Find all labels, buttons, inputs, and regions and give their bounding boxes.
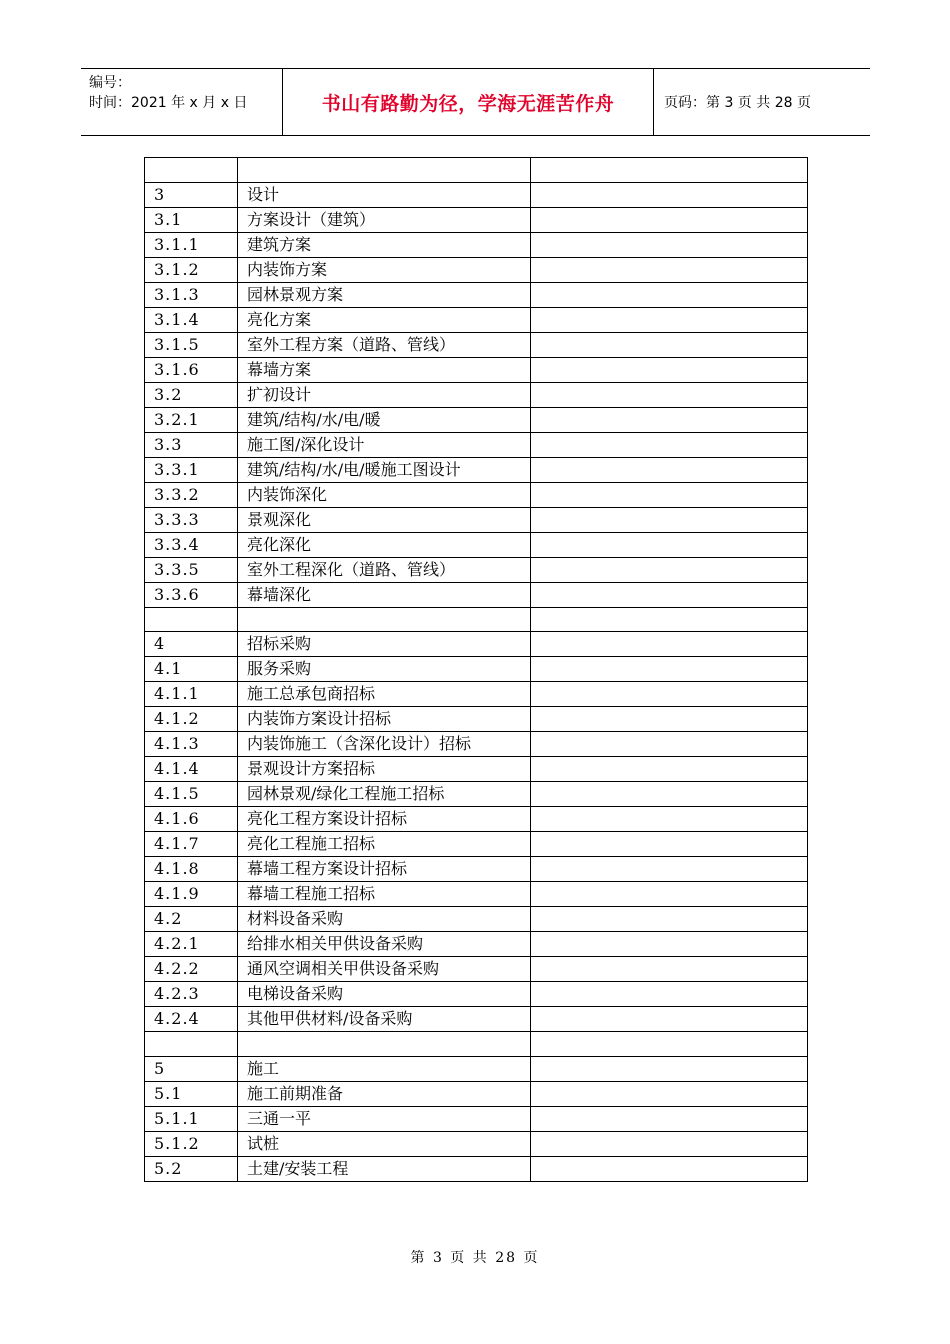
table-row xyxy=(145,607,808,632)
table-row xyxy=(145,782,808,807)
item-name-cell: 材料设备采购 xyxy=(238,907,531,932)
item-name-cell: 幕墙工程方案设计招标 xyxy=(238,857,531,882)
item-remark-cell xyxy=(531,1032,808,1057)
item-code-cell: 3.3.5 xyxy=(145,557,238,582)
item-code-cell: 3.1.2 xyxy=(145,257,238,282)
item-code-cell: 4.2.4 xyxy=(145,1007,238,1032)
table-row xyxy=(145,1156,808,1181)
page-footer: 第 3 页 共 28 页 xyxy=(410,1250,540,1266)
item-remark-cell xyxy=(531,207,808,232)
table-row xyxy=(145,757,808,782)
item-name-cell: 园林景观方案 xyxy=(238,282,531,307)
item-remark-cell xyxy=(531,682,808,707)
document-time-label: 时间：2021 年 x 月 x 日 xyxy=(89,95,248,111)
item-name-cell: 室外工程方案（道路、管线） xyxy=(238,332,531,357)
table-row xyxy=(145,332,808,357)
item-name-cell xyxy=(238,158,531,183)
table-row xyxy=(145,957,808,982)
item-name-cell: 景观设计方案招标 xyxy=(238,757,531,782)
item-code-cell: 4.2.2 xyxy=(145,957,238,982)
item-code-cell: 4.1.8 xyxy=(145,857,238,882)
item-remark-cell xyxy=(531,707,808,732)
item-remark-cell xyxy=(531,882,808,907)
table-row xyxy=(145,1007,808,1032)
table-row xyxy=(145,657,808,682)
table-row xyxy=(145,207,808,232)
table-row xyxy=(145,457,808,482)
item-code-cell: 4.2.1 xyxy=(145,932,238,957)
item-remark-cell xyxy=(531,158,808,183)
table-row xyxy=(145,882,808,907)
item-remark-cell xyxy=(531,507,808,532)
item-remark-cell xyxy=(531,332,808,357)
schedule-table xyxy=(144,157,808,1182)
item-remark-cell xyxy=(531,907,808,932)
table-row xyxy=(145,707,808,732)
item-code-cell: 4.1.3 xyxy=(145,732,238,757)
item-code-cell: 4.1.7 xyxy=(145,832,238,857)
header-meta xyxy=(81,69,283,135)
item-remark-cell xyxy=(531,957,808,982)
item-code-cell: 5.2 xyxy=(145,1156,238,1181)
item-name-cell: 施工总承包商招标 xyxy=(238,682,531,707)
item-code-cell: 3.3.1 xyxy=(145,457,238,482)
item-remark-cell xyxy=(531,1056,808,1081)
header-page-info: 页码：第 3 页 共 28 页 xyxy=(664,95,811,111)
table-row xyxy=(145,1131,808,1156)
table-row xyxy=(145,158,808,183)
item-remark-cell xyxy=(531,632,808,657)
item-remark-cell xyxy=(531,732,808,757)
document-header xyxy=(81,68,870,136)
item-name-cell: 内装饰深化 xyxy=(238,482,531,507)
item-name-cell: 亮化方案 xyxy=(238,307,531,332)
item-name-cell: 亮化深化 xyxy=(238,532,531,557)
item-name-cell: 方案设计（建筑） xyxy=(238,207,531,232)
item-name-cell: 土建/安装工程 xyxy=(238,1156,531,1181)
item-remark-cell xyxy=(531,1081,808,1106)
item-name-cell: 施工图/深化设计 xyxy=(238,432,531,457)
item-code-cell xyxy=(145,158,238,183)
item-code-cell: 4.1.9 xyxy=(145,882,238,907)
item-name-cell: 电梯设备采购 xyxy=(238,982,531,1007)
item-remark-cell xyxy=(531,257,808,282)
item-name-cell: 建筑/结构/水/电/暖 xyxy=(238,407,531,432)
item-code-cell: 4.1.2 xyxy=(145,707,238,732)
item-code-cell: 3.3.2 xyxy=(145,482,238,507)
item-remark-cell xyxy=(531,757,808,782)
item-remark-cell xyxy=(531,357,808,382)
table-row xyxy=(145,532,808,557)
item-remark-cell xyxy=(531,832,808,857)
item-remark-cell xyxy=(531,1131,808,1156)
header-motto-cell xyxy=(283,69,654,135)
item-code-cell: 4.1.4 xyxy=(145,757,238,782)
item-remark-cell xyxy=(531,1007,808,1032)
item-remark-cell xyxy=(531,282,808,307)
item-name-cell: 服务采购 xyxy=(238,657,531,682)
item-code-cell: 3.1.3 xyxy=(145,282,238,307)
table-row xyxy=(145,682,808,707)
item-code-cell: 3.2.1 xyxy=(145,407,238,432)
table-row xyxy=(145,182,808,207)
item-name-cell: 扩初设计 xyxy=(238,382,531,407)
item-name-cell: 施工 xyxy=(238,1056,531,1081)
item-remark-cell xyxy=(531,582,808,607)
item-remark-cell xyxy=(531,857,808,882)
table-row xyxy=(145,1056,808,1081)
item-name-cell xyxy=(238,607,531,632)
item-name-cell: 亮化工程方案设计招标 xyxy=(238,807,531,832)
item-remark-cell xyxy=(531,182,808,207)
item-remark-cell xyxy=(531,607,808,632)
item-name-cell: 室外工程深化（道路、管线） xyxy=(238,557,531,582)
item-code-cell: 4.1 xyxy=(145,657,238,682)
item-remark-cell xyxy=(531,407,808,432)
item-code-cell: 4.1.1 xyxy=(145,682,238,707)
table-row xyxy=(145,307,808,332)
table-row xyxy=(145,632,808,657)
item-code-cell: 3.1.5 xyxy=(145,332,238,357)
item-remark-cell xyxy=(531,557,808,582)
item-code-cell xyxy=(145,1032,238,1057)
table-row xyxy=(145,257,808,282)
item-name-cell: 内装饰方案设计招标 xyxy=(238,707,531,732)
table-row xyxy=(145,407,808,432)
item-name-cell: 给排水相关甲供设备采购 xyxy=(238,932,531,957)
item-name-cell: 通风空调相关甲供设备采购 xyxy=(238,957,531,982)
item-remark-cell xyxy=(531,657,808,682)
item-remark-cell xyxy=(531,382,808,407)
item-name-cell: 施工前期准备 xyxy=(238,1081,531,1106)
table-row xyxy=(145,382,808,407)
table-row xyxy=(145,432,808,457)
table-row xyxy=(145,1106,808,1131)
item-remark-cell xyxy=(531,782,808,807)
table-row xyxy=(145,357,808,382)
item-name-cell: 亮化工程施工招标 xyxy=(238,832,531,857)
item-remark-cell xyxy=(531,532,808,557)
item-code-cell: 3.1.1 xyxy=(145,232,238,257)
item-name-cell: 园林景观/绿化工程施工招标 xyxy=(238,782,531,807)
item-code-cell: 3.2 xyxy=(145,382,238,407)
item-code-cell: 3.1 xyxy=(145,207,238,232)
item-name-cell: 设计 xyxy=(238,182,531,207)
item-code-cell: 3.3.3 xyxy=(145,507,238,532)
table-row xyxy=(145,232,808,257)
table-row xyxy=(145,907,808,932)
item-code-cell: 4.1.6 xyxy=(145,807,238,832)
item-name-cell: 试桩 xyxy=(238,1131,531,1156)
header-motto: 书山有路勤为径，学海无涯苦作舟 xyxy=(321,92,615,115)
item-name-cell: 建筑方案 xyxy=(238,232,531,257)
item-remark-cell xyxy=(531,932,808,957)
table-row xyxy=(145,282,808,307)
schedule-table-body xyxy=(145,158,808,1182)
item-remark-cell xyxy=(531,457,808,482)
item-code-cell: 3 xyxy=(145,182,238,207)
table-row xyxy=(145,507,808,532)
item-code-cell: 3.1.6 xyxy=(145,357,238,382)
item-code-cell: 5.1.2 xyxy=(145,1131,238,1156)
item-code-cell: 4.1.5 xyxy=(145,782,238,807)
item-remark-cell xyxy=(531,1156,808,1181)
item-name-cell: 景观深化 xyxy=(238,507,531,532)
item-code-cell: 5 xyxy=(145,1056,238,1081)
item-code-cell: 3.3.6 xyxy=(145,582,238,607)
item-code-cell: 3.3.4 xyxy=(145,532,238,557)
table-row xyxy=(145,732,808,757)
item-name-cell: 招标采购 xyxy=(238,632,531,657)
table-row xyxy=(145,932,808,957)
item-code-cell: 3.3 xyxy=(145,432,238,457)
table-row xyxy=(145,1081,808,1106)
table-row xyxy=(145,982,808,1007)
table-row xyxy=(145,482,808,507)
item-name-cell: 内装饰方案 xyxy=(238,257,531,282)
document-number-label: 编号： xyxy=(89,75,131,91)
item-code-cell: 4.2 xyxy=(145,907,238,932)
item-code-cell: 4 xyxy=(145,632,238,657)
item-name-cell: 其他甲供材料/设备采购 xyxy=(238,1007,531,1032)
item-name-cell: 幕墙方案 xyxy=(238,357,531,382)
item-code-cell: 5.1 xyxy=(145,1081,238,1106)
item-remark-cell xyxy=(531,982,808,1007)
table-row xyxy=(145,832,808,857)
item-name-cell: 内装饰施工（含深化设计）招标 xyxy=(238,732,531,757)
table-row xyxy=(145,807,808,832)
item-name-cell: 幕墙深化 xyxy=(238,582,531,607)
table-row xyxy=(145,857,808,882)
item-name-cell: 建筑/结构/水/电/暖施工图设计 xyxy=(238,457,531,482)
item-remark-cell xyxy=(531,807,808,832)
item-remark-cell xyxy=(531,1106,808,1131)
item-remark-cell xyxy=(531,307,808,332)
item-remark-cell xyxy=(531,482,808,507)
item-name-cell: 三通一平 xyxy=(238,1106,531,1131)
item-name-cell xyxy=(238,1032,531,1057)
item-remark-cell xyxy=(531,232,808,257)
item-code-cell: 3.1.4 xyxy=(145,307,238,332)
item-remark-cell xyxy=(531,432,808,457)
item-name-cell: 幕墙工程施工招标 xyxy=(238,882,531,907)
item-code-cell: 5.1.1 xyxy=(145,1106,238,1131)
item-code-cell: 4.2.3 xyxy=(145,982,238,1007)
item-code-cell xyxy=(145,607,238,632)
table-row xyxy=(145,557,808,582)
table-row xyxy=(145,582,808,607)
table-row xyxy=(145,1032,808,1057)
